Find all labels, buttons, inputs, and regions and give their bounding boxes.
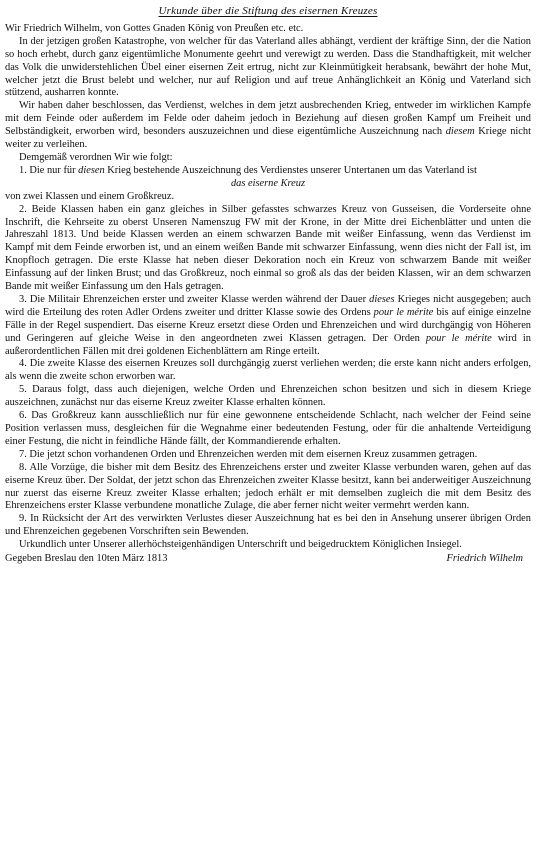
decree-item-8: 8. Alle Vorzüge, die bisher mit dem Besitz des Ehrenzeichens erster und zweiter Klasse verbunden waren, gehen auf das eiserne Kreuz über. Der Soldat, der jetzt schon das Ehrenzeichen zweiter Klasse besitzt, kann bei anderweitiger Auszeichnung nur zuerst das eiserne Kreuz zweiter Klasse erhalten; jedoch erhält er mit demselben zugleich die mit dem Besitz des Ehrenzeichens erster Klasse verbundene monatliche Zulage, die aber ferner nicht weiter vermehrt werden kann.	[5, 461, 531, 512]
decree-item-6: 6. Das Großkreuz kann ausschließlich nur für eine gewonnene entscheidende Schlacht, nach welcher der Feind seine Position verlassen muss, desgleichen für die Wegnahme einer bedeutenden Festung, oder für die anhaltende Verteidigung einer Festung, die nicht in feindliche Hände fällt, der Kommandierende erhalten.	[5, 410, 531, 447]
decree-item-5: 5. Daraus folgt, dass auch diejenigen, welche Orden und Ehrenzeichen schon besitzen und sich in diesem Kriege auszeichnen, zunächst nur das eiserne Kreuz zweiter Klasse erhalten können.	[5, 384, 531, 409]
closing-paragraph: Urkundlich unter Unserer allerhöchsteigenhändigen Unterschrift und beigedrucktem Königlichen Insiegel.	[19, 539, 462, 551]
emphasis-text: diesen	[78, 164, 105, 176]
document-footer	[5, 553, 531, 566]
emphasis-text: dieses	[369, 293, 395, 305]
opening-line: Wir Friedrich Wilhelm, von Gottes Gnaden König von Preußen etc. etc.	[5, 22, 304, 34]
document-title: Urkunde über die Stiftung des eisernen Kreuzes	[158, 5, 378, 17]
emphasis-text: pour le mérite	[373, 306, 434, 318]
decree-item-4: 4. Die zweite Klasse des eisernen Kreuzes soll durchgängig zuerst verliehen werden; die erste kann nicht anders erfolgen, als wenn die zweite schon erworben war.	[5, 358, 531, 383]
place-date: Gegeben Breslau den 10ten März 1813	[5, 553, 168, 565]
signature: Friedrich Wilhelm	[446, 553, 523, 565]
decree-item-2: 2. Beide Klassen haben ein ganz gleiches in Silber gefasstes schwarzes Kreuz von Gusseisen, die Vorderseite ohne Inschrift, die Kehrseite zu oberst Unseren Namenszug FW mit der Krone, in der Mitte drei Eichenblätter und unten die Jahreszahl 1813. Und beide Klassen werden an einem schwarzen Bande mit weißer Einfassung, wenn das Verdienst im Kampf mit dem Feinde erworben ist, und an einem weißen Bande mit schwarzer Einfassung, wenn dies nicht der Fall ist, im Knopfloch getragen. Die erste Klasse hat neben dieser Dekoration noch ein Kreuz von schwarzem Bande mit weißer Einfassung auf der linken Brust; und das Großkreuz, noch einmal so groß als das der beiden Klassen, wir an dem schwarzen Bande mit weißer Einfassung um den Hals getragen.	[5, 203, 531, 293]
paragraph-2: Wir haben daher beschlossen, das Verdienst, welches in dem jetzt ausbrechenden Krieg, entweder im wirklichen Kampfe mit dem Feinde oder außerdem im Felde oder daheim jedoch in Beziehung auf diesen großen Kampf um Freiheit und Selbständigkeit, erworben wird, besonders auszuzeichnen und diese eigentümliche Auszeichnung nach diesem Kriege nicht weiter zu verleihen.	[5, 100, 531, 151]
emphasis-text: diesem	[445, 126, 475, 138]
paragraph-1: In der jetzigen großen Katastrophe, von welcher für das Vaterland alles abhängt, verdient der kräftige Sinn, der die Nation so hoch erhebt, durch ganz eigentümliche Monumente geehrt und verewigt zu werden. Dass die Standhaftigkeit, mit welcher das Volk die unwiderstehlichen Übel einer eisernen Zeit ertrug, nicht zur Kleinmütigkeit herabsank, bewährt der hohe Mut, welcher jetzt die Brust belebt und welcher, nur auf Religion und auf treue Anhänglichkeit an König und Vaterland sich stützend, ausharren konnte.	[5, 35, 531, 99]
decree-item-1-end: von zwei Klassen und einem Großkreuz.	[5, 190, 175, 202]
decree-item-3: 3. Die Militair Ehrenzeichen erster und zweiter Klasse werden während der Dauer dieses Krieges nicht ausgegeben; auch wird die Erteilung des roten Adler Ordens zweiter und dritter Klasse sowie des Ordens pour le mérite bis auf einige einzelne Fälle in der Regel suspendiert. Das eiserne Kreuz ersetzt diese Orden und Ehrenzeichen und wird durchgängig von Höheren und Geringeren auf gleiche Weise in den angeordneten zwei Klassen getragen. Der Orden pour le mérite wird in außerordentlichen Fällen mit drei goldenen Eichenblättern am Ringe erteilt.	[5, 293, 531, 357]
decree-item-9: 9. In Rücksicht der Art des verwirkten Verlustes dieser Auszeichnung hat es bei den in Ansehung unserer übrigen Orden und Ehrenzeichen gegebenen Vorschriften sein Bewenden.	[5, 513, 531, 538]
iron-cross-heading: das eiserne Kreuz	[230, 177, 306, 189]
decree-item-7: 7. Die jetzt schon vorhandenen Orden und Ehrenzeichen werden mit dem eisernen Kreuz zusammen getragen.	[19, 448, 478, 460]
emphasis-text: pour le mérite	[425, 332, 492, 344]
decree-item-1: 1. Die nur für diesen Krieg bestehende Auszeichnung des Verdienstes unserer Untertanen um das Vaterland ist	[19, 164, 477, 176]
decree-intro: Demgemäß verordnen Wir wie folgt:	[19, 151, 173, 163]
